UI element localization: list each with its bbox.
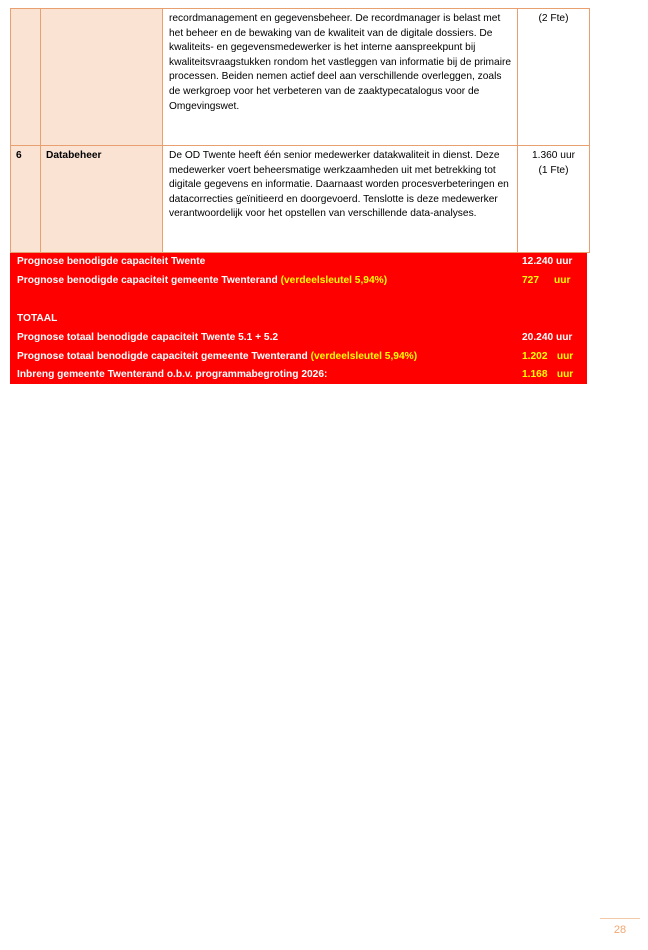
summary-label: Inbreng gemeente Twenterand o.b.v. programmabegroting 2026:	[17, 369, 328, 380]
summary-row-inbreng	[17, 367, 579, 383]
summary-value: 12.240 uur	[522, 256, 573, 267]
summary-label: Prognose totaal benodigde capaciteit Twente 5.1 + 5.2	[17, 332, 279, 343]
page-number: 28	[600, 918, 640, 941]
row-number-cell	[11, 146, 41, 253]
capacity-fte: (2 Fte)	[538, 13, 569, 24]
summary-row-twenterand	[17, 273, 579, 289]
summary-highlight: (verdeelsleutel 5,94%)	[280, 275, 388, 286]
row-name: Databeheer	[46, 150, 102, 161]
summary-highlight: (verdeelsleutel 5,94%)	[310, 351, 418, 362]
table-row	[11, 9, 590, 146]
row-description: recordmanagement en gegevensbeheer. De recordmanager is belast met het beheer en de bewaking van de kwaliteit van de digitale dossiers. De kwaliteits- en gegevensmedewerker is het interne aanspreekpunt bij kwaliteitsvraagstukken rondom het vastleggen van informatie bij de primaire processen. Beiden nemen actief deel aan verschillende overleggen, zoals de werkgroep voor het verbeteren van de zaaktypecatalogus voor de Omgevingswet.	[169, 13, 512, 112]
total-heading: TOTAAL	[17, 313, 58, 324]
summary-row-total-twenterand	[17, 349, 579, 365]
row-description-cell	[163, 9, 518, 146]
capacity-fte: (1 Fte)	[538, 164, 569, 176]
summary-value: 1.202 uur	[522, 351, 574, 362]
summary-label: Prognose benodigde capaciteit gemeente Twenterand	[17, 275, 278, 286]
row-capacity-cell	[518, 9, 590, 146]
summary-value: 20.240 uur	[522, 332, 573, 343]
capacity-hours: 1.360 uur	[531, 150, 576, 161]
capacity-table	[10, 8, 590, 253]
row-description-cell	[163, 146, 518, 253]
summary-label: Prognose benodigde capaciteit Twente	[17, 256, 206, 267]
row-number-cell	[11, 9, 41, 146]
row-number: 6	[16, 150, 22, 161]
capacity-summary-block	[10, 253, 587, 384]
row-description: De OD Twente heeft één senior medewerker datakwaliteit in dienst. Deze medewerker voert beheersmatige werkzaamheden uit met betrekking tot digitale gegevens en informatie. Daarnaast worden procesverbeteringen en datacorrecties geïnitieerd en doorgevoerd. Tenslotte is deze medewerker verantwoordelijk voor het opstellen van verschillende data-analyses.	[169, 150, 509, 220]
summary-value: 727 uur	[522, 275, 571, 286]
row-name	[41, 9, 162, 12]
row-number	[11, 9, 40, 12]
summary-row-twente	[17, 254, 579, 270]
summary-value: 1.168 uur	[522, 369, 574, 380]
summary-label: Prognose totaal benodigde capaciteit gemeente Twenterand	[17, 351, 308, 362]
row-capacity-cell	[518, 146, 590, 253]
summary-row-total-twente	[17, 330, 579, 346]
row-name-cell	[41, 146, 163, 253]
row-name-cell	[41, 9, 163, 146]
table-row	[11, 146, 590, 253]
